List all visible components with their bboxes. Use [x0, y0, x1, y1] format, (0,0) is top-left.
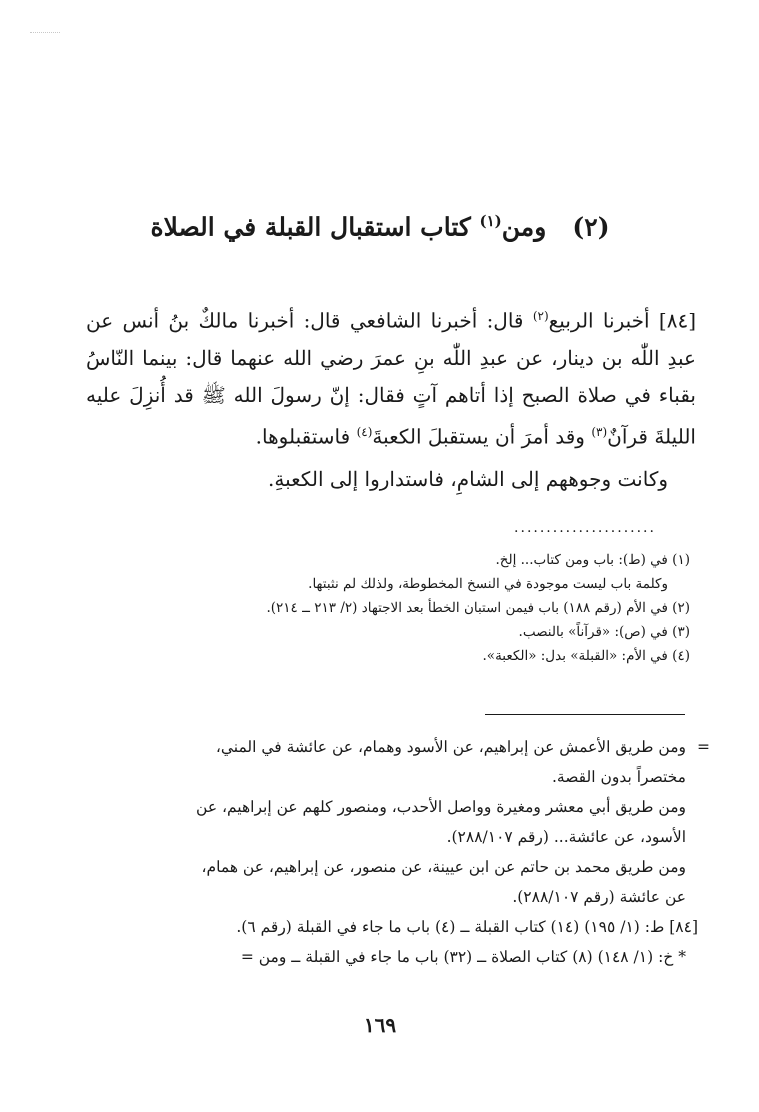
footnotes — [160, 548, 690, 668]
source-reference-2: * خ: (١/ ١٤٨) (٨) كتاب الصلاة ــ (٣٢) باب ما جاء في القبلة ــ ومن = — [240, 948, 686, 966]
footnote-ref-4: (٤) — [356, 424, 373, 439]
chapter-title-start: ومن — [501, 212, 547, 242]
narration-end: فاستقبلوها. — [255, 424, 351, 449]
page-number: ١٦٩ — [363, 1013, 397, 1037]
narration-start: أخبرنا الربيع — [548, 308, 650, 333]
chapter-number: (٢) — [572, 212, 610, 242]
hadith-paragraph-1 — [86, 298, 696, 455]
hadith-text — [86, 298, 696, 498]
footnote-3: (٣) في (ص): «قرآناً» بالنصب. — [518, 624, 690, 640]
footnote-ref-2: (٢) — [532, 309, 549, 323]
chapter-title — [150, 212, 610, 241]
variant-line: مختصراً بدون القصة. — [551, 768, 686, 786]
footnote-ref-1: (١) — [479, 212, 502, 230]
hadith-number: [٨٤] — [658, 308, 696, 333]
chapter-title-rest: كتاب استقبال القبلة في الصلاة — [150, 212, 471, 242]
footnote-separator-dots: ...................... — [514, 520, 656, 536]
variant-line: الأسود، عن عائشة... (رقم ٢٨٨/١٠٧). — [446, 828, 686, 846]
footnote-1: (١) في (ط): باب ومن كتاب... إلخ. — [495, 552, 690, 568]
footnote-4: (٤) في الأم: «القبلة» بدل: «الكعبة». — [482, 648, 690, 664]
footnote-separator-rule — [485, 714, 685, 715]
hadith-paragraph-2: وكانت وجوههم إلى الشامِ، فاستداروا إلى الكعبةِ. — [268, 467, 668, 492]
variant-line: ومن طريق أبي معشر ومغيرة وواصل الأحدب، ومنصور كلهم عن إبراهيم، عن — [196, 798, 686, 816]
narration-body: قال: أخبرنا الشافعي قال: أخبرنا مالكٌ بنُ أنس عن عبدِ اللّٰه بن دينار، عن عبدِ اللّٰه بنِ عمرَ رضي الله عنهما قال: بينما النّاسُ بقباء في صلاة الصبح إذا أتاهم آتٍ فقال: إنّ رسولَ الله ﷺ قد أُنزِلَ عليه الليلةَ قرآنٌ — [86, 308, 696, 449]
variant-line — [86, 732, 710, 762]
variant-text: ومن طريق الأعمش عن إبراهيم، عن الأسود وهمام، عن عائشة في المني، — [215, 738, 686, 756]
continuation-mark: = — [697, 738, 710, 756]
scan-artifact — [30, 32, 60, 33]
variant-line: ومن طريق محمد بن حاتم عن ابن عيينة، عن منصور، عن إبراهيم، عن همام، — [201, 858, 686, 876]
source-reference-1: [٨٤] ط: (١/ ١٩٥) (١٤) كتاب القبلة ــ (٤) باب ما جاء في القبلة (رقم ٦). — [236, 918, 698, 936]
variant-line: عن عائشة (رقم ٢٨٨/١٠٧). — [512, 888, 686, 906]
footnote-1-continued: وكلمة باب ليست موجودة في النسخ المخطوطة، ولذلك لم نثبتها. — [308, 576, 668, 592]
narration-command: وقد أمرَ أن يستقبلَ الكعبةَ — [372, 424, 585, 449]
variant-notes — [86, 732, 710, 972]
footnote-ref-3: (٣) — [591, 424, 608, 439]
footnote-2: (٢) في الأم (رقم ١٨٨) باب فيمن استبان الخطأ بعد الاجتهاد (٢/ ٢١٣ ــ ٢١٤). — [266, 600, 690, 616]
